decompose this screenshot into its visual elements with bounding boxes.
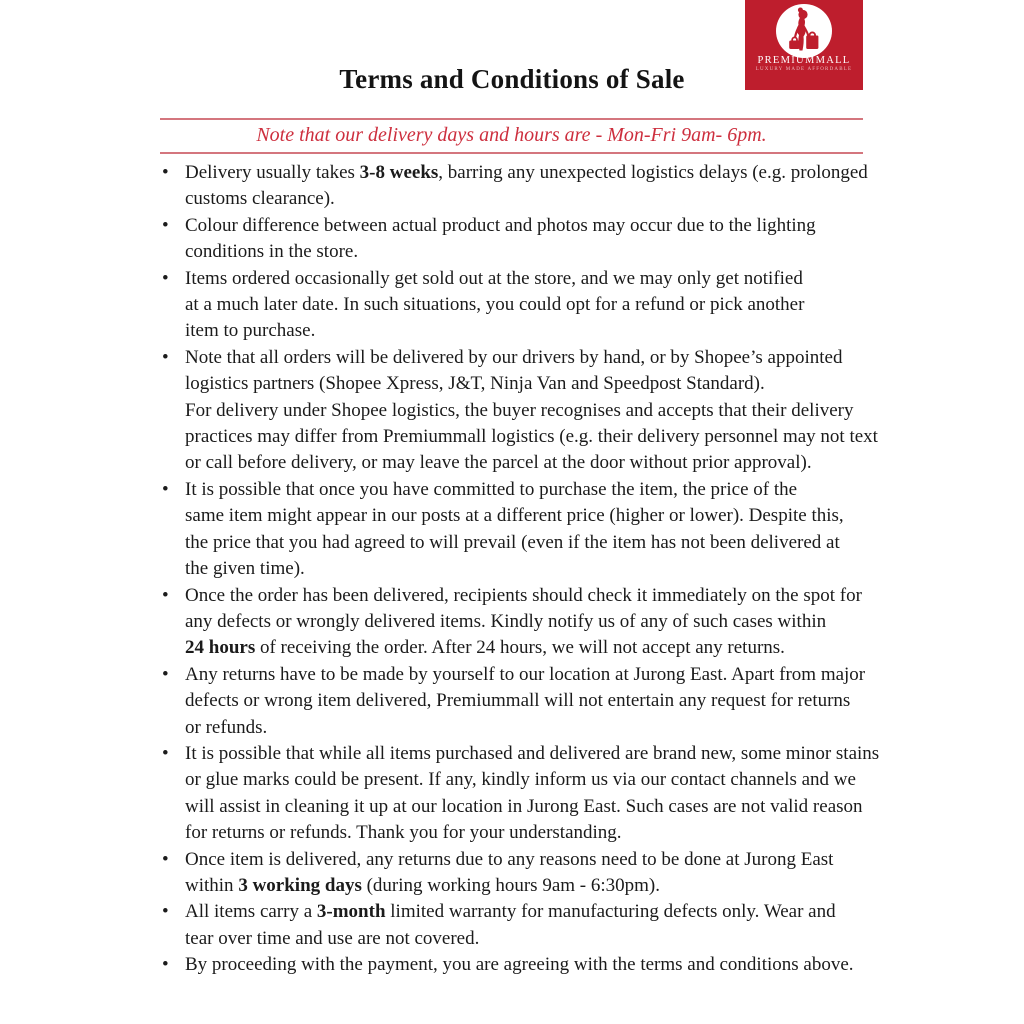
list-item: • Note that all orders will be delivered by our drivers by hand, or by Shopee’s appointed logistics partners (Shopee Xpress, J&T, Ninja Van and Speedpost Standard). For delivery under Shopee logistics, the buyer recognises and accepts that their delivery practices may differ from Premiummall logistics (e.g. their delivery personnel may not text or call before delivery, or may leave the parcel at the door without prior approval). bbox=[160, 345, 908, 477]
list-item: • Items ordered occasionally get sold out at the store, and we may only get notified at a much later date. In such situations, you could opt for a refund or pick another item to purchase. bbox=[160, 266, 908, 345]
list-item: • Any returns have to be made by yourself to our location at Jurong East. Apart from major defects or wrong item delivered, Premiummall will not entertain any request for returns or refunds. bbox=[160, 662, 908, 741]
brand-tagline: LUXURY MADE AFFORDABLE bbox=[755, 67, 853, 72]
list-item: • It is possible that once you have committed to purchase the item, the price of the same item might appear in our posts at a different price (higher or lower). Despite this, the price that you had agreed to will prevail (even if the item has not been delivered at the given time). bbox=[160, 477, 908, 583]
brand-name: PREMIUMMALL bbox=[757, 55, 851, 66]
list-item: • All items carry a 3-month limited warranty for manufacturing defects only. Wear and tear over time and use are not covered. bbox=[160, 899, 908, 952]
list-item: • It is possible that while all items purchased and delivered are brand new, some minor stains or glue marks could be present. If any, kindly inform us via our contact channels and we will assist in cleaning it up at our location in Jurong East. Such cases are not valid reason for returns or refunds. Thank you for your understanding. bbox=[160, 741, 908, 847]
terms-list bbox=[160, 160, 908, 979]
list-item: • Once item is delivered, any returns due to any reasons need to be done at Jurong East within 3 working days (during working hours 9am - 6:30pm). bbox=[160, 847, 908, 900]
delivery-note: Note that our delivery days and hours are - Mon-Fri 9am- 6pm. bbox=[256, 124, 767, 146]
list-item: • Once the order has been delivered, recipients should check it immediately on the spot for any defects or wrongly delivered items. Kindly notify us of any of such cases within 24 hours of receiving the order. After 24 hours, we will not accept any returns. bbox=[160, 583, 908, 662]
woman-with-shopping-bags-icon bbox=[773, 3, 835, 59]
delivery-note-band bbox=[160, 118, 863, 154]
list-item: • Colour difference between actual product and photos may occur due to the lighting conditions in the store. bbox=[160, 213, 908, 266]
list-item: • Delivery usually takes 3-8 weeks, barring any unexpected logistics delays (e.g. prolonged customs clearance). bbox=[160, 160, 908, 213]
page-title: Terms and Conditions of Sale bbox=[339, 64, 685, 94]
list-item: • By proceeding with the payment, you are agreeing with the terms and conditions above. bbox=[160, 952, 908, 978]
